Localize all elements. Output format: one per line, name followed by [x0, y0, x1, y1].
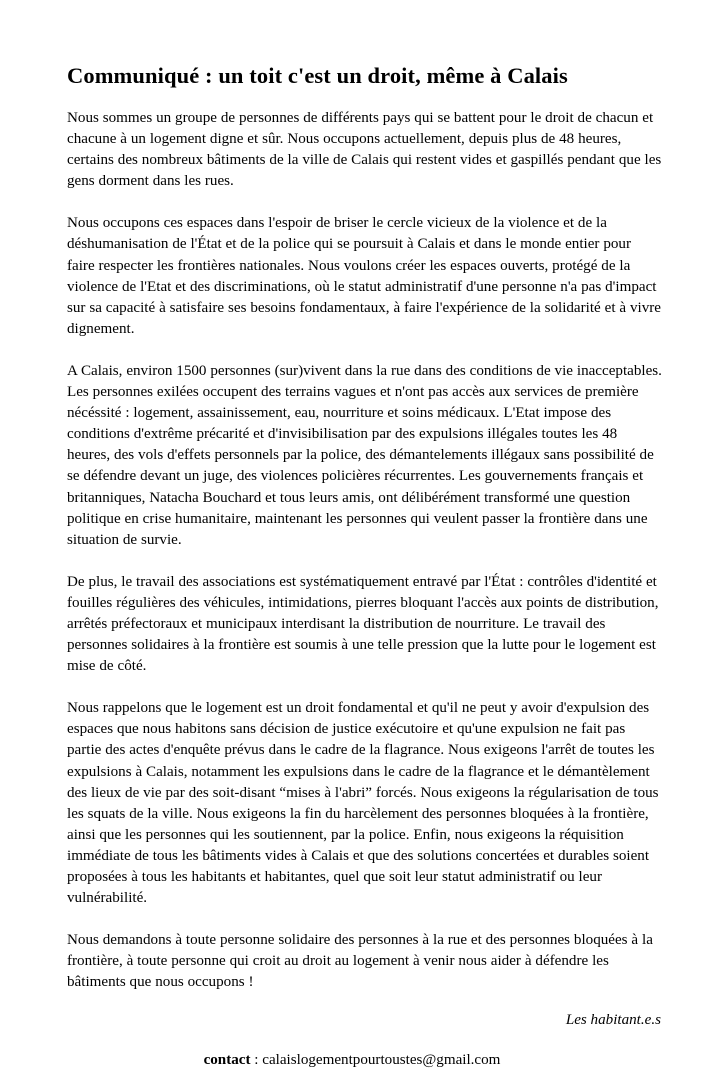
page-title: Communiqué : un toit c'est un droit, même à Calais [67, 63, 568, 88]
contact-separator: : [250, 1051, 263, 1068]
paragraph-5: Nous rappelons que le logement est un droit fondamental et qu'il ne peut y avoir d'expulsion des espaces que nous habitons sans décision de justice exécutoire et qu'une expulsion ne fait pas partie des actes d'enquête prévus dans le cadre de la flagrance. Nous exigeons l'arrêt de toutes les expulsions à Calais, notamment les expulsions dans le cadre de la flagrance et le démantèlement des lieux de vie par des soit-disant “mises à l'abri” forcés. Nous exigeons la régularisation de tous les squats de la ville. Nous exigeons la fin du harcèlement des personnes bloquées à la frontière, ainsi que les personnes qui les soutiennent, par la police. Enfin, nous exigeons la réquisition immédiate de tous les bâtiments vides à Calais et que des solutions concertées et durables soient proposées à tous les habitants et habitantes, quel que soit leur statut administratif ou leur vulnérabilité. [67, 700, 659, 907]
paragraph-3: A Calais, environ 1500 personnes (sur)vivent dans la rue dans des conditions de vie inacceptables. Les personnes exilées occupent des terrains vagues et n'ont pas accès aux services de première nécéssité : logement, assainissement, eau, nourriture et soins médicaux. L'Etat impose des conditions d'extrême précarité et d'invisibilisation par des expulsions illégales toutes les 48 heures, des vols d'effets personnels par la police, des démantelements illégaux sans possibilité de se défendre devant un juge, des violences policières récurrentes. Les gouvernements français et britanniques, Natacha Bouchard et tous leurs amis, ont délibérément transformé une question politique en crise humanitaire, maintenant les personnes qui veulent passer la frontière dans une situation de survie. [67, 362, 662, 548]
paragraph-4: De plus, le travail des associations est systématiquement entravé par l'État : contrôles d'identité et fouilles régulières des véhicules, intimidations, pierres bloquant l'accès aux points de distribution, arrêtés préfectoraux et municipaux interdisant la distribution de nourriture. Le travail des personnes solidaires à la frontière est soumis à une telle pression que la lutte pour le logement est mise de côté. [67, 573, 659, 675]
paragraph-6: Nous demandons à toute personne solidaire des personnes à la rue et des personnes bloquées à la frontière, à toute personne qui croit au droit au logement à venir nous aider à défendre les bâtiments que nous occupons ! [67, 932, 653, 991]
contact-label: contact [203, 1051, 251, 1068]
paragraph-1: Nous sommes un groupe de personnes de différents pays qui se battent pour le droit de chacun et chacune à un logement digne et sûr. Nous occupons actuellement, depuis plus de 48 heures, certains des nombreux bâtiments de la ville de Calais qui restent vides et gaspillés pendant que les gens dorment dans les rues. [67, 110, 662, 190]
contact-email[interactable]: calaislogementpourtoustes@gmail.com [262, 1051, 501, 1068]
signature: Les habitant.e.s [565, 1012, 661, 1029]
contact-line [67, 1050, 662, 1071]
document-body [67, 62, 662, 1071]
paragraph-2: Nous occupons ces espaces dans l'espoir de briser le cercle vicieux de la violence et de la déshumanisation de l'État et de la police qui se poursuit à Calais et dans le monde entier pour faire respecter les frontières nationales. Nous voulons créer les espaces ouverts, protégé de la violence de l'Etat et des discriminations, où le statut administratif d'une personne n'a pas d'impact sur sa capacité à satisfaire ses besoins fondamentaux, à faire l'expérience de la solidarité et à vivre dignement. [67, 215, 661, 337]
